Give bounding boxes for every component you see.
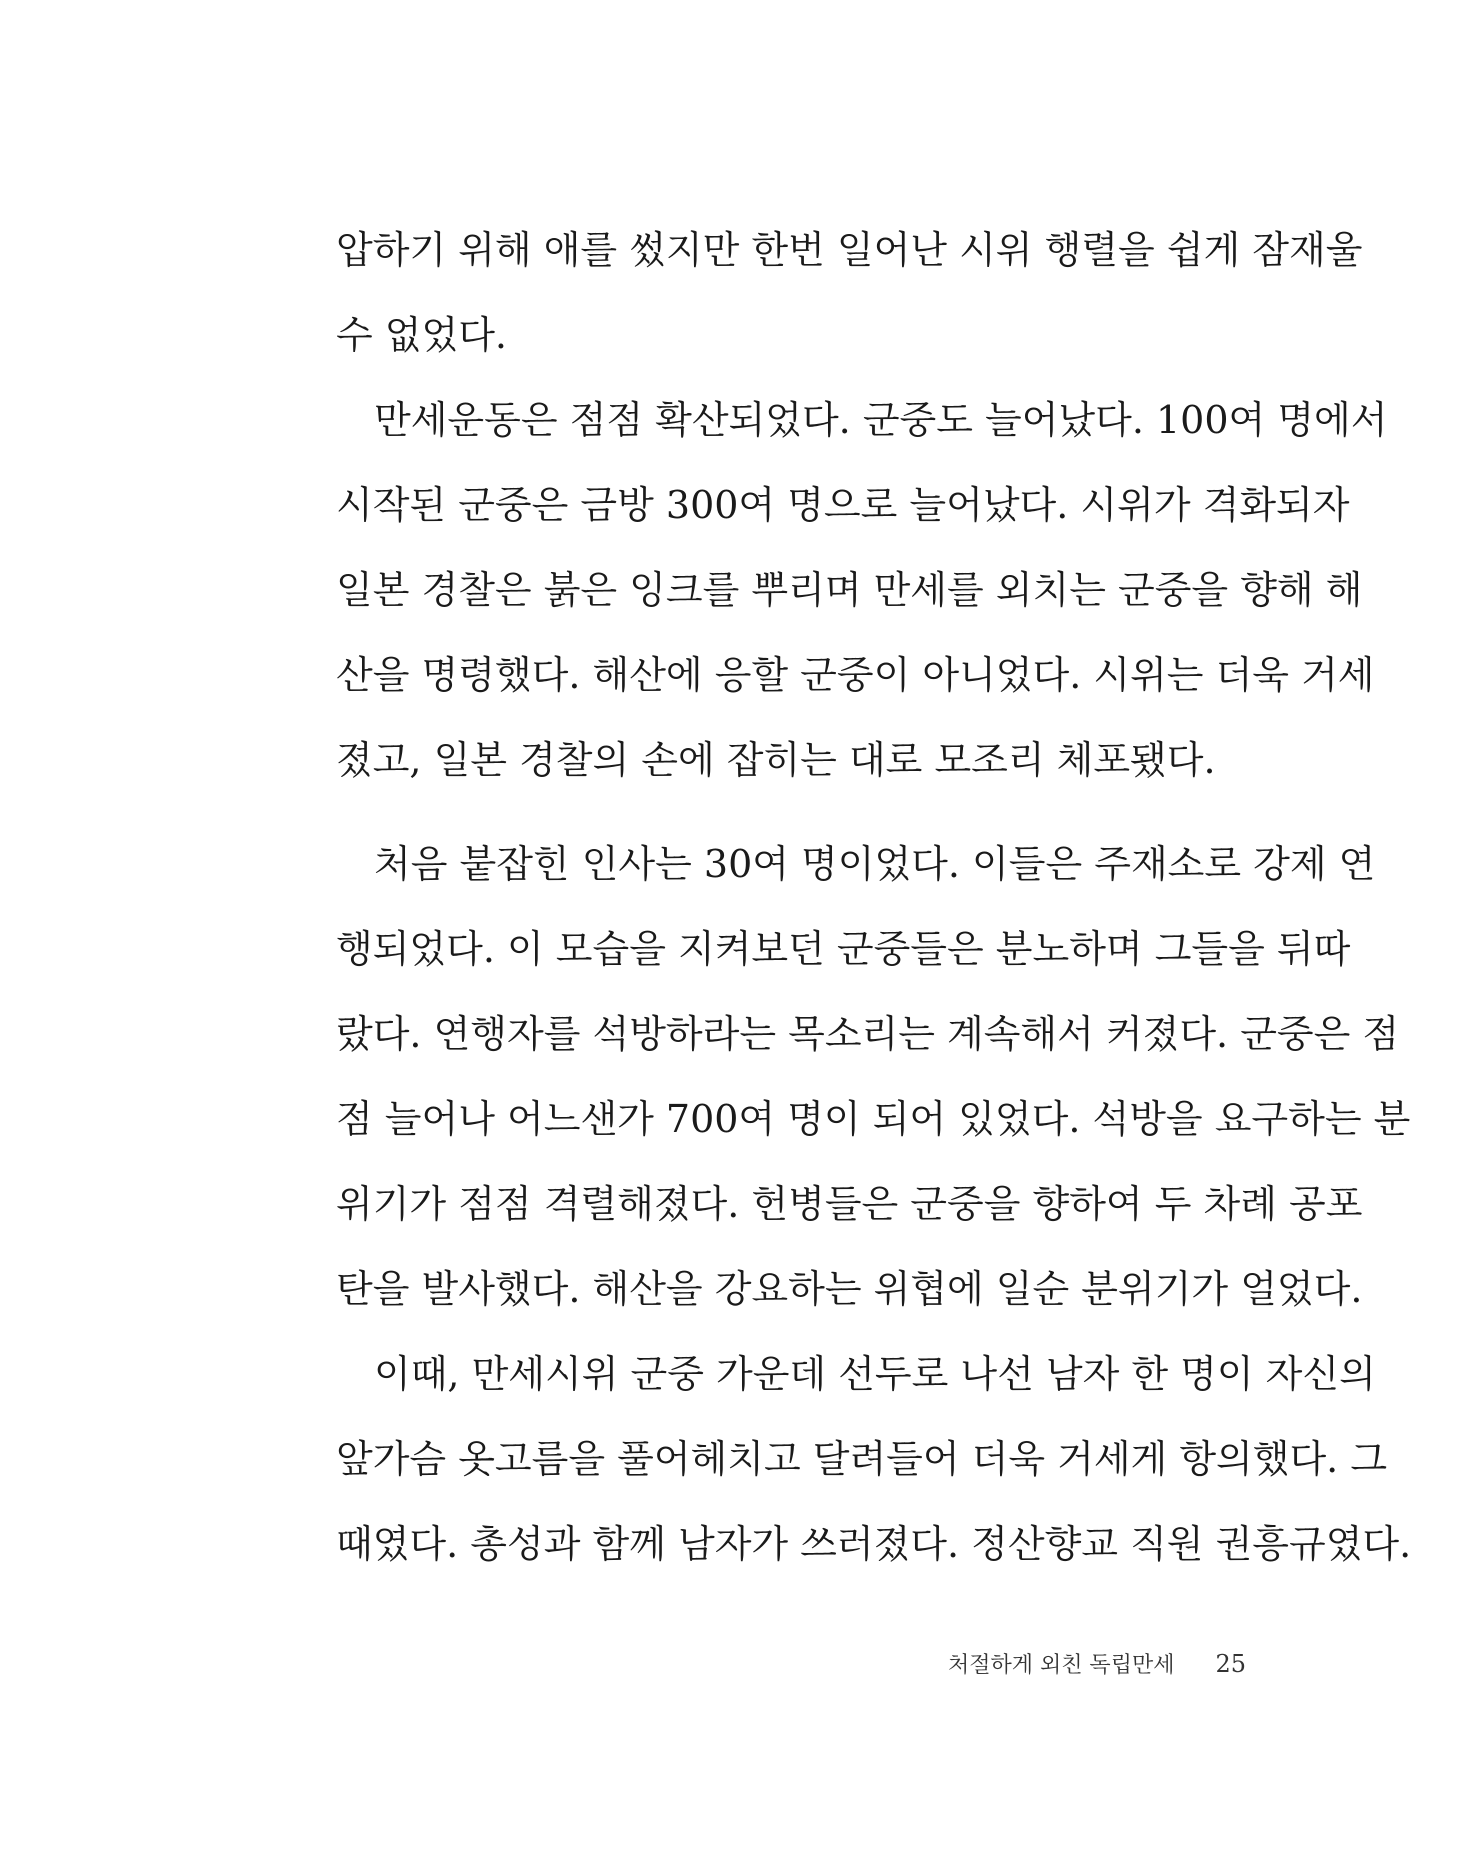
body-line: 점 늘어나 어느샌가 700여 명이 되어 있었다. 석방을 요구하는 분 <box>336 1097 1411 1141</box>
body-line: 탄을 발사했다. 해산을 강요하는 위협에 일순 분위기가 얼었다. <box>336 1267 1363 1311</box>
body-line: 일본 경찰은 붉은 잉크를 뿌리며 만세를 외치는 군중을 향해 해 <box>336 568 1363 612</box>
body-line: 앞가슴 옷고름을 풀어헤치고 달려들어 더욱 거세게 항의했다. 그 <box>336 1437 1388 1481</box>
body-line: 행되었다. 이 모습을 지켜보던 군중들은 분노하며 그들을 뒤따 <box>336 927 1351 971</box>
body-line: 이때, 만세시위 군중 가운데 선두로 나선 남자 한 명이 자신의 <box>374 1352 1376 1396</box>
body-line: 산을 명령했다. 해산에 응할 군중이 아니었다. 시위는 더욱 거세 <box>336 653 1375 697</box>
body-line: 졌고, 일본 경찰의 손에 잡히는 대로 모조리 체포됐다. <box>336 738 1216 782</box>
body-section-1 <box>336 208 1388 803</box>
body-line: 압하기 위해 애를 썼지만 한번 일어난 시위 행렬을 쉽게 잠재울 <box>336 228 1363 272</box>
page-footer <box>336 1648 1246 1688</box>
body-line: 위기가 점점 격렬해졌다. 헌병들은 군중을 향하여 두 차례 공포 <box>336 1182 1363 1226</box>
body-section-2 <box>336 822 1412 1587</box>
body-line: 시작된 군중은 금방 300여 명으로 늘어났다. 시위가 격화되자 <box>336 483 1350 527</box>
page-number: 25 <box>1215 1650 1246 1678</box>
running-title: 처절하게 외친 독립만세 <box>947 1653 1175 1678</box>
body-line: 때였다. 총성과 함께 남자가 쓰러졌다. 정산향교 직원 권흥규였다. <box>336 1522 1412 1566</box>
body-line: 수 없었다. <box>336 313 507 357</box>
body-line: 만세운동은 점점 확산되었다. 군중도 늘어났다. 100여 명에서 <box>374 398 1388 442</box>
body-line: 처음 붙잡힌 인사는 30여 명이었다. 이들은 주재소로 강제 연 <box>374 842 1376 886</box>
body-line: 랐다. 연행자를 석방하라는 목소리는 계속해서 커졌다. 군중은 점 <box>336 1012 1400 1056</box>
